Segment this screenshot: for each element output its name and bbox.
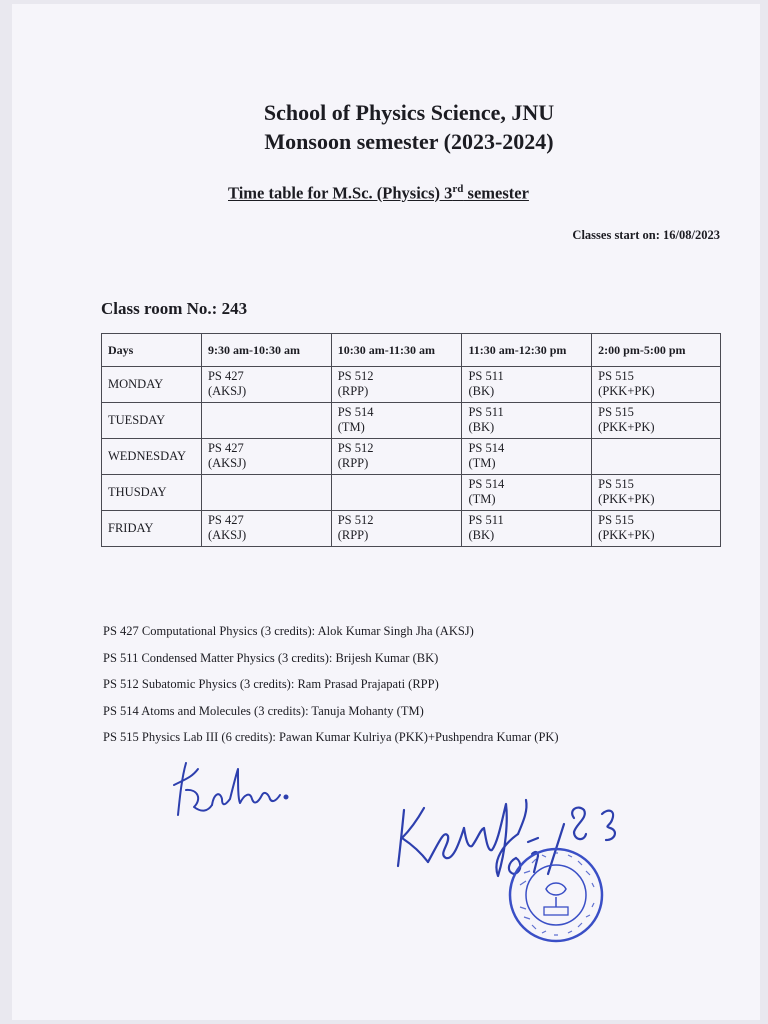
slot-cell — [331, 511, 462, 547]
subtitle-text: Time table for M.Sc. (Physics) 3 — [228, 183, 453, 203]
course-code: PS 511 — [468, 513, 504, 527]
faculty-code: (RPP) — [337, 528, 369, 542]
course-code: PS 511 — [468, 405, 504, 419]
course-code: PS 512 — [337, 441, 374, 455]
classroom-number: Class room No.: 243 — [101, 299, 248, 318]
slot-cell — [462, 511, 592, 547]
slot-cell — [201, 367, 331, 403]
slot-cell — [331, 403, 462, 439]
timetable — [101, 333, 721, 547]
faculty-code: (TM) — [468, 492, 496, 506]
day-cell: TUESDAY — [102, 403, 202, 439]
faculty-code: (BK) — [468, 384, 495, 398]
subtitle-suffix: semester — [463, 183, 529, 203]
slot-cell — [201, 403, 331, 439]
day-cell: WEDNESDAY — [102, 439, 202, 475]
slot-cell — [201, 439, 331, 475]
faculty-code: (PKK+PK) — [598, 528, 655, 542]
course-code: PS 514 — [468, 477, 505, 491]
column-header: 11:30 am-12:30 pm — [462, 334, 592, 367]
column-header: 9:30 am-10:30 am — [201, 334, 331, 367]
timetable-subtitle — [228, 183, 529, 204]
table-row — [102, 367, 721, 403]
course-code: PS 427 — [207, 441, 244, 455]
course-code: PS 427 — [207, 513, 244, 527]
faculty-code: (RPP) — [337, 456, 369, 470]
table-row — [102, 475, 721, 511]
slot-cell — [592, 367, 721, 403]
semester-title: Monsoon semester (2023-2024) — [264, 129, 554, 154]
course-code: PS 515 — [598, 477, 634, 491]
course-code: PS 514 — [337, 405, 374, 419]
faculty-code: (BK) — [468, 528, 495, 542]
list-item: PS 427 Computational Physics (3 credits): Alok Kumar Singh Jha (AKSJ) — [103, 624, 474, 638]
dean-stamp — [506, 845, 606, 945]
day-cell: THUSDAY — [102, 475, 202, 511]
faculty-code: (AKSJ) — [207, 384, 247, 398]
list-item: PS 514 Atoms and Molecules (3 credits): Tanuja Mohanty (TM) — [103, 703, 424, 718]
signature-1 — [168, 755, 298, 825]
slot-cell — [592, 511, 721, 547]
table-row — [102, 439, 721, 475]
classes-start-date: Classes start on: 16/08/2023 — [572, 228, 720, 242]
faculty-code: (RPP) — [337, 384, 369, 398]
faculty-code: (TM) — [468, 456, 496, 470]
faculty-code: (PKK+PK) — [598, 492, 655, 506]
column-header: Days — [102, 334, 202, 367]
faculty-code: (PKK+PK) — [598, 420, 655, 434]
faculty-code: (AKSJ) — [207, 456, 247, 470]
slot-cell — [331, 367, 462, 403]
slot-cell — [331, 439, 462, 475]
course-code: PS 515 — [598, 405, 634, 419]
slot-cell — [592, 439, 721, 475]
faculty-code: (AKSJ) — [207, 528, 247, 542]
slot-cell — [592, 475, 721, 511]
day-cell: MONDAY — [102, 367, 202, 403]
table-row — [102, 511, 721, 547]
course-code: PS 512 — [337, 369, 374, 383]
column-header: 10:30 am-11:30 am — [331, 334, 462, 367]
school-title: School of Physics Science, JNU — [263, 100, 555, 125]
faculty-code: (BK) — [468, 420, 495, 434]
slot-cell — [462, 475, 592, 511]
subtitle-ordinal: rd — [452, 183, 464, 195]
header-row — [102, 334, 721, 367]
list-item: PS 515 Physics Lab III (6 credits): Pawan Kumar Kulriya (PKK)+Pushpendra Kumar (PK) — [103, 730, 559, 744]
list-item: PS 512 Subatomic Physics (3 credits): Ram Prasad Prajapati (RPP) — [103, 677, 439, 691]
course-code: PS 427 — [207, 369, 244, 383]
course-code: PS 515 — [598, 369, 634, 383]
column-header: 2:00 pm-5:00 pm — [592, 334, 721, 367]
course-list — [103, 618, 559, 751]
faculty-code: (PKK+PK) — [598, 384, 655, 398]
faculty-code: (TM) — [337, 420, 365, 434]
slot-cell — [462, 439, 592, 475]
slot-cell — [462, 403, 592, 439]
course-code: PS 514 — [468, 441, 505, 455]
slot-cell — [201, 511, 331, 547]
list-item: PS 511 Condensed Matter Physics (3 credits): Brijesh Kumar (BK) — [103, 650, 439, 665]
table-row — [102, 403, 721, 439]
course-code: PS 512 — [337, 513, 374, 527]
slot-cell — [592, 403, 721, 439]
course-code: PS 511 — [468, 369, 504, 383]
slot-cell — [462, 367, 592, 403]
slot-cell — [331, 475, 462, 511]
day-cell: FRIDAY — [102, 511, 202, 547]
course-code: PS 515 — [598, 513, 634, 527]
slot-cell — [201, 475, 331, 511]
